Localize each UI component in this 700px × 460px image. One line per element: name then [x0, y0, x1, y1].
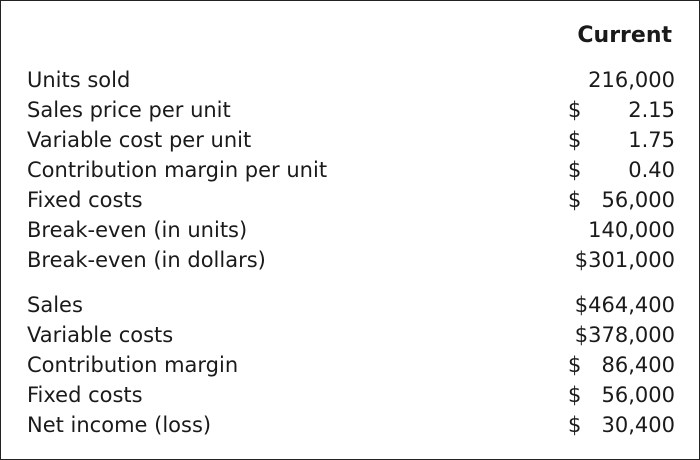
row-value: $464,400 [574, 293, 675, 317]
row-value: 2.15 [628, 98, 675, 122]
table-row-variable-costs [27, 320, 675, 350]
row-value: 216,000 [588, 68, 675, 92]
currency-symbol: $ [568, 188, 582, 212]
row-value: 1.75 [628, 128, 675, 152]
table-row-contribution-margin-per-unit [27, 155, 675, 185]
row-label: Contribution margin [27, 353, 239, 377]
row-label: Variable costs [27, 323, 174, 347]
table-row-sales [27, 290, 675, 320]
table-row-fixed-costs [27, 185, 675, 215]
currency-symbol: $ [568, 98, 582, 122]
row-label: Sales [27, 293, 83, 317]
row-value: 30,400 [601, 413, 675, 437]
row-label: Sales price per unit [27, 98, 231, 122]
row-label: Contribution margin per unit [27, 158, 328, 182]
table-row-contribution-margin [27, 350, 675, 380]
row-value: $301,000 [574, 248, 675, 272]
column-header-current: Current [577, 23, 672, 48]
table-row-sales-price-per-unit [27, 95, 675, 125]
table-row-break-even-units [27, 215, 675, 245]
row-value: 56,000 [601, 383, 675, 407]
row-label: Net income (loss) [27, 413, 212, 437]
row-value: 56,000 [601, 188, 675, 212]
row-label: Fixed costs [27, 188, 143, 212]
row-label: Break-even (in dollars) [27, 248, 266, 272]
currency-symbol: $ [568, 353, 582, 377]
row-label: Fixed costs [27, 383, 143, 407]
currency-symbol: $ [568, 413, 582, 437]
row-value: 140,000 [588, 218, 675, 242]
table-row-break-even-dollars [27, 245, 675, 275]
row-value: 0.40 [628, 158, 675, 182]
row-label: Units sold [27, 68, 131, 92]
table-row-fixed-costs-2 [27, 380, 675, 410]
row-value: 86,400 [601, 353, 675, 377]
currency-symbol: $ [568, 128, 582, 152]
table-row-variable-cost-per-unit [27, 125, 675, 155]
currency-symbol: $ [568, 383, 582, 407]
table-row-net-income [27, 410, 675, 440]
row-label: Variable cost per unit [27, 128, 252, 152]
currency-symbol: $ [568, 158, 582, 182]
table-row-units-sold [27, 65, 675, 95]
row-value: $378,000 [574, 323, 675, 347]
row-label: Break-even (in units) [27, 218, 248, 242]
